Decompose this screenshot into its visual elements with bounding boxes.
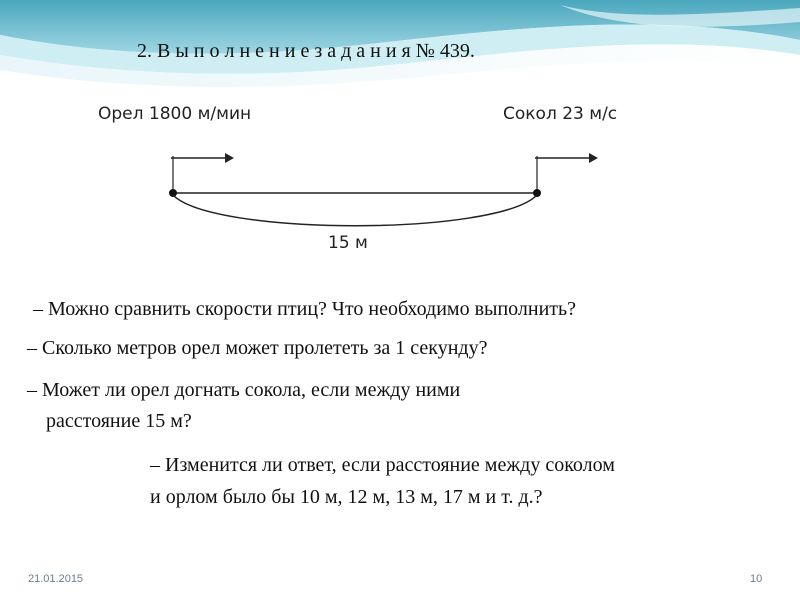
question-3-line-2: расстояние 15 м? (46, 410, 192, 432)
eagle-arrow (171, 153, 234, 163)
distance-brace-arc (173, 195, 537, 226)
question-4-line-1: – Изменится ли ответ, если расстояние между соколом (150, 454, 615, 476)
question-4-line-2: и орлом было бы 10 м, 12 м, 13 м, 17 м и т. д.? (150, 486, 543, 508)
footer-date: 21.01.2015 (28, 573, 84, 585)
question-2: – Сколько метров орел может пролететь за 1 секунду? (27, 337, 488, 359)
distance-diagram (93, 98, 658, 260)
question-1: – Можно сравнить скорости птиц? Что необходимо выполнить? (33, 298, 577, 320)
page-number: 10 (750, 573, 763, 585)
eagle-speed-label: Орел 1800 м/мин (98, 104, 252, 124)
falcon-speed-label: Сокол 23 м/с (503, 104, 618, 124)
falcon-arrow (535, 153, 598, 163)
slide-title: 2. В ы п о л н е н и е з а д а н и я № 439. (137, 40, 475, 62)
question-3-line-1: – Может ли орел догнать сокола, если между ними (27, 379, 461, 401)
task-figure (93, 98, 658, 260)
distance-label: 15 м (328, 233, 368, 253)
